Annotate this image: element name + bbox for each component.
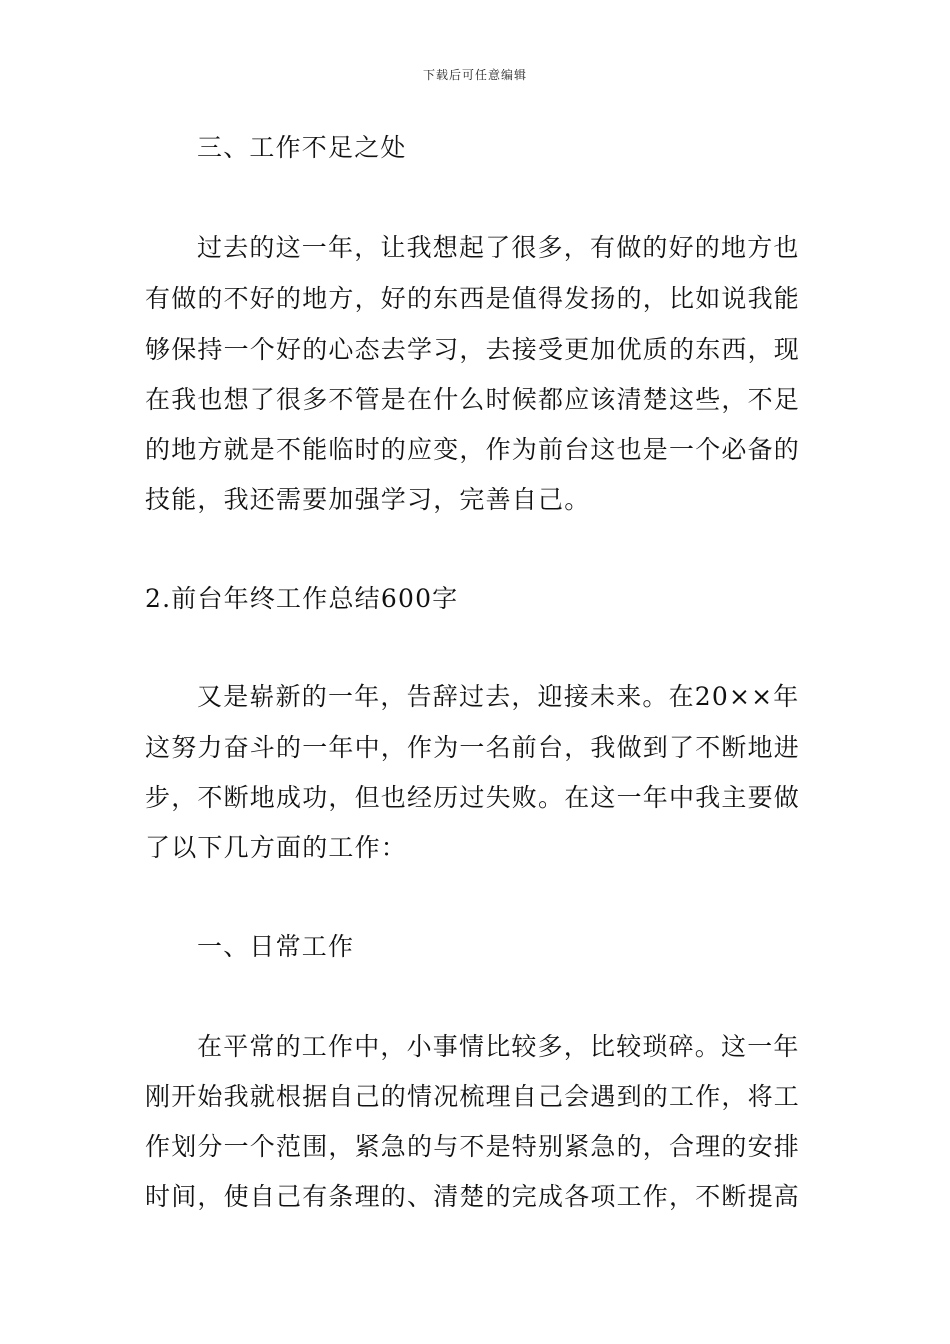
- paragraph-line: 这努力奋斗的一年中，作为一名前台，我做到了不断地进: [145, 733, 801, 762]
- paragraph-line: 又是崭新的一年，告辞过去，迎接未来。在20××年: [197, 682, 800, 711]
- section-heading: 一、日常工作: [197, 932, 355, 961]
- paragraph-line: 时间，使自己有条理的、清楚的完成各项工作，不断提高: [145, 1182, 801, 1211]
- document-subtitle: 2.前台年终工作总结600字: [145, 584, 459, 613]
- paragraph-line: 了以下几方面的工作：: [145, 833, 408, 862]
- paragraph-line: 的地方就是不能临时的应变，作为前台这也是一个必备的: [145, 435, 801, 464]
- paragraph-line: 在平常的工作中，小事情比较多，比较琐碎。这一年: [197, 1032, 800, 1061]
- section-heading: 三、工作不足之处: [197, 133, 407, 162]
- paragraph-line: 技能，我还需要加强学习，完善自己。: [145, 485, 591, 514]
- paragraph-line: 步，不断地成功，但也经历过失败。在这一年中我主要做: [145, 783, 801, 812]
- paragraph-line: 刚开始我就根据自己的情况梳理自己会遇到的工作，将工: [145, 1082, 801, 1111]
- paragraph-line: 在我也想了很多不管是在什么时候都应该清楚这些，不足: [145, 385, 801, 414]
- paragraph-line: 作划分一个范围，紧急的与不是特别紧急的，合理的安排: [145, 1132, 801, 1161]
- paragraph-line: 够保持一个好的心态去学习，去接受更加优质的东西，现: [145, 335, 801, 364]
- paragraph-line: 过去的这一年，让我想起了很多，有做的好的地方也: [197, 233, 800, 262]
- paragraph-line: 有做的不好的地方，好的东西是值得发扬的，比如说我能: [145, 284, 801, 313]
- page-header-note: 下载后可任意编辑: [422, 68, 527, 82]
